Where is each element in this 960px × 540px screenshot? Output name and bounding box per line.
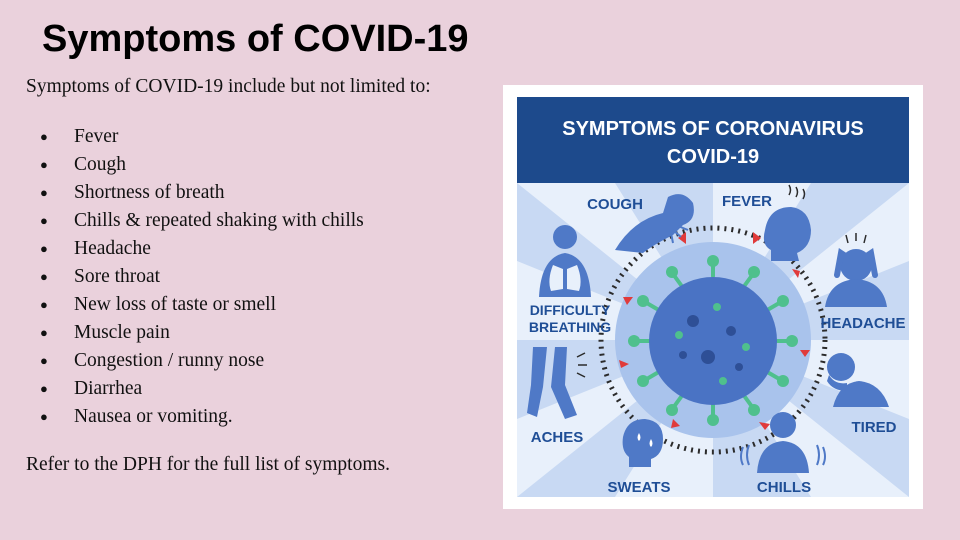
symptom-list (26, 123, 364, 431)
footer-note: Refer to the DPH for the full list of symptoms. (26, 454, 390, 475)
list-item (26, 375, 364, 403)
breathing-label-line2: BREATHING (528, 319, 612, 335)
symptom-text: Nausea or vomiting. (74, 406, 233, 427)
symptom-text: Headache (74, 238, 151, 259)
infographic-svg (503, 85, 923, 509)
bullet-icon: ● (40, 157, 48, 172)
bullet-icon: ● (40, 241, 48, 256)
bullet-icon: ● (40, 353, 48, 368)
bullet-icon: ● (40, 297, 48, 312)
infographic-title-line1: SYMPTOMS OF CORONAVIRUS (562, 118, 864, 140)
symptom-text: Chills & repeated shaking with chills (74, 210, 364, 231)
symptom-text: Sore throat (74, 266, 161, 287)
symptom-text: Congestion / runny nose (74, 350, 265, 371)
infographic-header (517, 97, 909, 183)
symptom-text: Muscle pain (74, 322, 170, 343)
breathing-label-line1: DIFFICULTY (529, 302, 611, 318)
tired-label: TIRED (851, 419, 897, 436)
list-item (26, 179, 364, 207)
list-item (26, 151, 364, 179)
list-item (26, 123, 364, 151)
cough-label: COUGH (587, 196, 643, 213)
bullet-icon: ● (40, 409, 48, 424)
list-item (26, 319, 364, 347)
fever-label: FEVER (721, 193, 773, 210)
intro-text: Symptoms of COVID-19 include but not limited to: (26, 76, 431, 97)
symptom-text: Cough (74, 154, 127, 175)
list-item (26, 263, 364, 291)
bullet-icon: ● (40, 213, 48, 228)
symptoms-infographic (503, 85, 923, 509)
sweats-label: SWEATS (607, 479, 671, 496)
bullet-icon: ● (40, 185, 48, 200)
headache-label: HEADACHE (820, 315, 906, 332)
list-item (26, 347, 364, 375)
infographic-title-line2: COVID-19 (666, 146, 760, 168)
list-item (26, 207, 364, 235)
symptom-text: Shortness of breath (74, 182, 225, 203)
symptom-text: Fever (74, 126, 119, 147)
list-item (26, 403, 364, 431)
symptom-text: New loss of taste or smell (74, 294, 277, 315)
aches-label: ACHES (530, 429, 584, 446)
symptom-text: Diarrhea (74, 378, 143, 399)
list-item (26, 235, 364, 263)
bullet-icon: ● (40, 381, 48, 396)
bullet-icon: ● (40, 269, 48, 284)
bullet-icon: ● (40, 129, 48, 144)
bullet-icon: ● (40, 325, 48, 340)
virus-body (649, 277, 777, 405)
chills-label: CHILLS (756, 479, 812, 496)
list-item (26, 291, 364, 319)
slide-title: Symptoms of COVID-19 (42, 18, 469, 60)
